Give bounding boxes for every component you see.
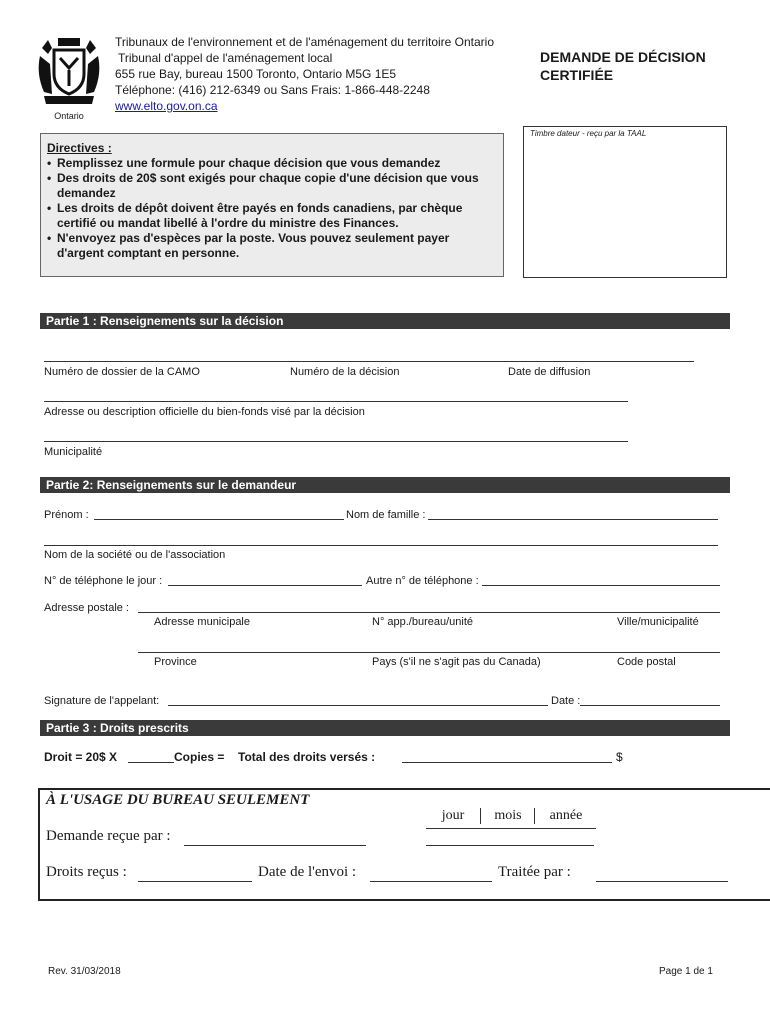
sent-date-input[interactable] [370,881,492,882]
day-label: jour [441,808,465,823]
last-name-input[interactable] [428,519,718,520]
revision-text: Rev. 31/03/2018 [48,966,121,977]
received-by-label: Demande reçue par : [46,828,171,844]
other-phone-label: Autre n° de téléphone : [366,575,479,587]
directive-item: • Des droits de 20$ sont exigés pour chaque copie d'une décision que vous demandez [47,171,479,200]
province-country-input[interactable] [138,652,720,653]
part1-row1-line[interactable] [44,361,694,362]
province-label: Province [154,656,197,668]
copies-input[interactable] [128,762,174,763]
directive-item: • Remplissez une formule pour chaque décision que vous demandez [47,156,441,170]
org-line-2: Tribunal d'appel de l'aménagement local [118,51,333,65]
company-input[interactable] [44,545,718,546]
org-website-link[interactable]: www.elto.gov.on.ca [115,99,218,113]
mailing-address-label: Adresse postale : [44,602,129,614]
fee-text-b: Copies = [174,750,225,764]
municipality-line[interactable] [44,441,628,442]
office-use-box [38,788,770,901]
part1-header: Partie 1 : Renseignements sur la décision [40,313,730,329]
total-fees-input[interactable] [402,762,612,763]
currency-sign: $ [616,750,623,764]
fee-text-c: Total des droits versés : [238,750,376,764]
header-org-block [115,34,494,114]
company-label: Nom de la société ou de l'association [44,549,226,561]
postal-code-label: Code postal [617,656,676,668]
sent-date-label: Date de l'envoi : [258,864,357,880]
signature-date-label: Date : [551,695,581,707]
signature-date-input[interactable] [580,705,720,706]
directive-item: • Les droits de dépôt doivent être payés en fonds canadiens, par chèque certifié ou mandat libellé à l'ordre du ministre des Finances. [47,201,463,230]
fees-received-input[interactable] [138,881,252,882]
municipality-label: Municipalité [44,446,103,458]
form-title [540,48,706,84]
unit-label: N° app./bureau/unité [372,616,474,628]
date-stamp-label: Timbre dateur - reçu par la TAAL [530,129,647,138]
first-name-label: Prénom : [44,509,89,521]
property-address-line[interactable] [44,401,628,402]
org-phone: Téléphone: (416) 212-6349 ou Sans Frais: 1-866-448-2248 [115,83,430,97]
directives-box [40,133,504,277]
form-title-line-1: DEMANDE DE DÉCISION [540,49,706,65]
street-address-label: Adresse municipale [154,616,250,628]
directives-title: Directives : [47,141,112,155]
ontario-coat-of-arms-logo [34,34,104,121]
org-line-1: Tribunaux de l'environnement et de l'aménagement du territoire Ontario [115,35,495,49]
page-number: Page 1 de 1 [659,966,713,977]
fees-received-label: Droits reçus : [46,864,127,880]
month-label: mois [480,808,535,824]
handled-by-input[interactable] [596,881,728,882]
city-label: Ville/municipalité [617,616,699,628]
fee-text-a: Droit = 20$ X [44,750,118,764]
decision-number-label: Numéro de la décision [290,366,400,378]
logo-caption: Ontario [54,111,84,121]
first-name-input[interactable] [94,519,344,520]
mailing-address-input[interactable] [138,612,720,613]
date-received-input[interactable] [426,845,594,846]
other-phone-input[interactable] [482,585,720,586]
office-use-title: À L'USAGE DU BUREAU SEULEMENT [46,792,310,808]
date-received-grid [426,808,596,828]
signature-input[interactable] [168,705,548,706]
signature-label: Signature de l'appelant: [44,695,160,707]
received-by-input[interactable] [184,845,366,846]
directive-item: • N'envoyez pas d'espèces par la poste. Vous pouvez seulement payer d'argent comptant en personne. [47,231,450,260]
country-label: Pays (s'il ne s'agit pas du Canada) [372,656,541,668]
form-title-line-2: CERTIFIÉE [540,67,614,83]
handled-by-label: Traitée par : [498,864,571,880]
day-phone-input[interactable] [168,585,362,586]
issue-date-label: Date de diffusion [508,366,591,378]
day-phone-label: N° de téléphone le jour : [44,575,163,587]
date-stamp-box [523,126,727,278]
year-label: année [534,808,597,824]
property-address-label: Adresse ou description officielle du bien-fonds visé par la décision [44,406,365,418]
part2-header: Partie 2: Renseignements sur le demandeur [40,477,730,493]
camo-file-number-label: Numéro de dossier de la CAMO [44,366,200,378]
org-address: 655 rue Bay, bureau 1500 Toronto, Ontario M5G 1E5 [115,67,397,81]
part3-header: Partie 3 : Droits prescrits [40,720,730,736]
last-name-label: Nom de famille : [346,509,426,521]
